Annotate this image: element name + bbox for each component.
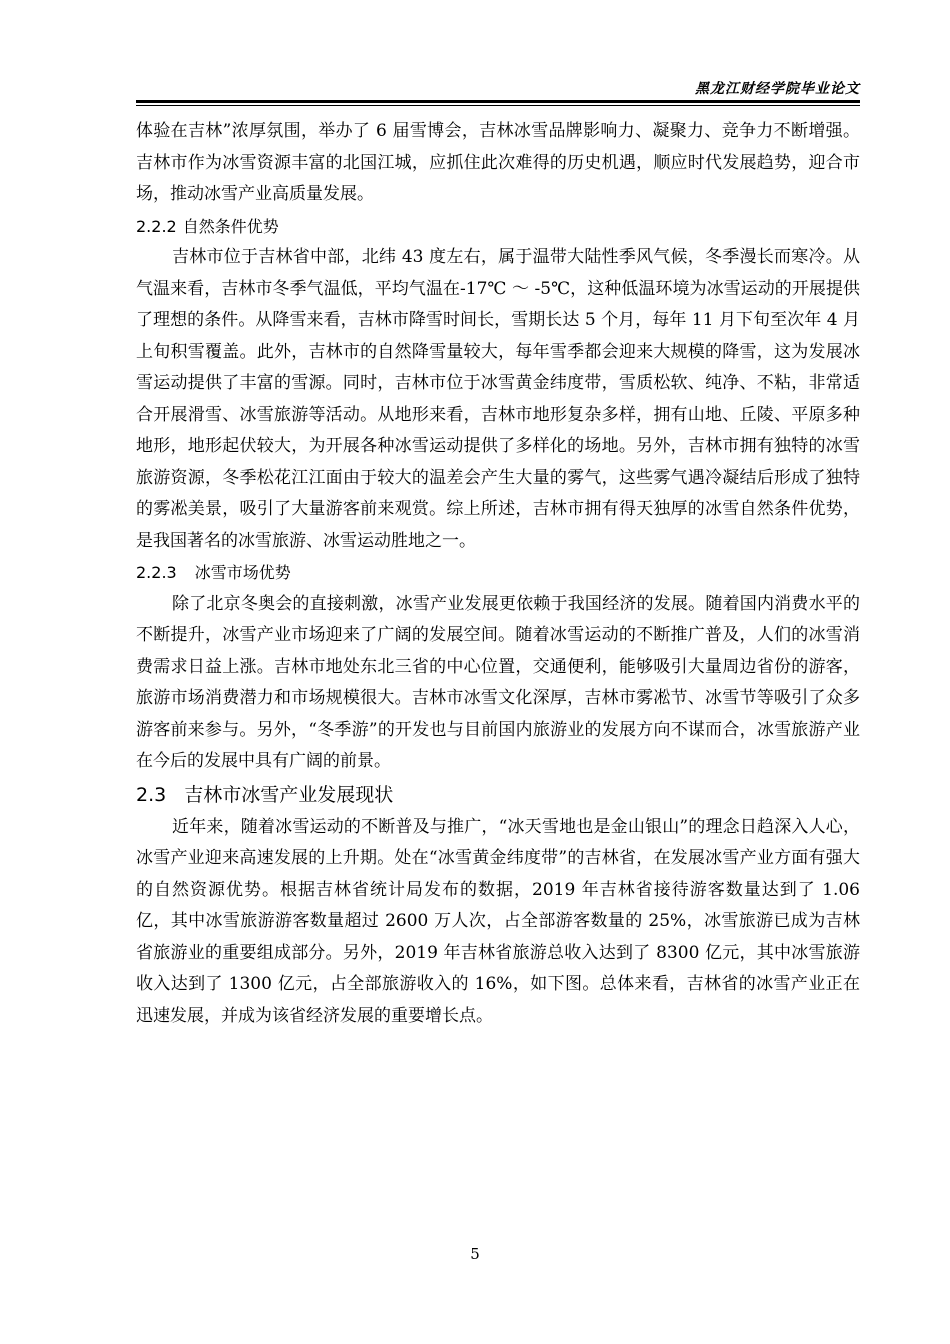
section-number: 2.2.3 [136,563,177,582]
section-heading-2-3 [136,778,860,812]
section-number: 2.2.2 [136,216,177,236]
page-number: 5 [470,1245,480,1263]
paragraph-current-status: 近年来，随着冰雪运动的不断普及与推广，“冰天雪地也是金山银山”的理念日趋深入人心，冰雪产业迎来高速发展的上升期。处在“冰雪黄金纬度带”的吉林省，在发展冰雪产业方面有强大的自然资源优势。根据吉林省统计局发布的数据，2019 年吉林省接待游客数量达到了 1.06 亿，其中冰雪旅游游客数量超过 2600 万人次，占全部游客数量的 25%，冰雪旅游已成为吉林省旅游业的重要组成部分。另外，2019 年吉林省旅游总收入达到了 8300 亿元，其中冰雪旅游收入达到了 1300 亿元，占全部旅游收入的 16%，如下图。总体来看，吉林省的冰雪产业正在迅速发展，并成为该省经济发展的重要增长点。 [136,816,860,1026]
section-heading-2-2-3 [136,557,860,589]
section-title: 自然条件优势 [182,216,279,236]
page-body [136,116,860,1032]
running-header: 黑龙江财经学院毕业论文 [695,81,860,97]
section-title: 吉林市冰雪产业发展现状 [184,783,394,806]
section-number: 2.3 [136,783,167,806]
paragraph-continuation: 体验在吉林”浓厚氛围，举办了 6 届雪博会，吉林冰雪品牌影响力、凝聚力、竞争力不断增强。吉林市作为冰雪资源丰富的北国江城，应抓住此次难得的历史机遇，顺应时代发展趋势，迎合市场，推动冰雪产业高质量发展。 [136,121,860,204]
header-rule-thin [136,105,860,106]
paragraph-natural-conditions: 吉林市位于吉林省中部，北纬 43 度左右，属于温带大陆性季风气候，冬季漫长而寒冷。从气温来看，吉林市冬季气温低，平均气温在-17℃ ～ -5℃，这种低温环境为冰雪运动的开展提供了理想的条件。从降雪来看，吉林市降雪时间长，雪期长达 5 个月，每年 11 月下旬至次年 4 月上旬积雪覆盖。此外，吉林市的自然降雪量较大，每年雪季都会迎来大规模的降雪，这为发展冰雪运动提供了丰富的雪源。同时，吉林市位于冰雪黄金纬度带，雪质松软、纯净、不粘，非常适合开展滑雪、冰雪旅游等活动。从地形来看，吉林市地形复杂多样，拥有山地、丘陵、平原多种地形，地形起伏较大，为开展各种冰雪运动提供了多样化的场地。另外，吉林市拥有独特的冰雪旅游资源，冬季松花江江面由于较大的温差会产生大量的雾气，这些雾气遇冷凝结后形成了独特的雾凇美景，吸引了大量游客前来观赏。综上所述，吉林市拥有得天独厚的冰雪自然条件优势，是我国著名的冰雪旅游、冰雪运动胜地之一。 [136,247,860,551]
header-rule-thick [136,100,860,103]
section-heading-2-2-2 [136,211,860,243]
section-title: 冰雪市场优势 [194,563,291,582]
paragraph-market-advantage: 除了北京冬奥会的直接刺激，冰雪产业发展更依赖于我国经济的发展。随着国内消费水平的不断提升，冰雪产业市场迎来了广阔的发展空间。随着冰雪运动的不断推广普及，人们的冰雪消费需求日益上涨。吉林市地处东北三省的中心位置，交通便利，能够吸引大量周边省份的游客，旅游市场消费潜力和市场规模很大。吉林市冰雪文化深厚，吉林市雾凇节、冰雪节等吸引了众多游客前来参与。另外，“冬季游”的开发也与目前国内旅游业的发展方向不谋而合，冰雪旅游产业在今后的发展中具有广阔的前景。 [136,593,860,771]
